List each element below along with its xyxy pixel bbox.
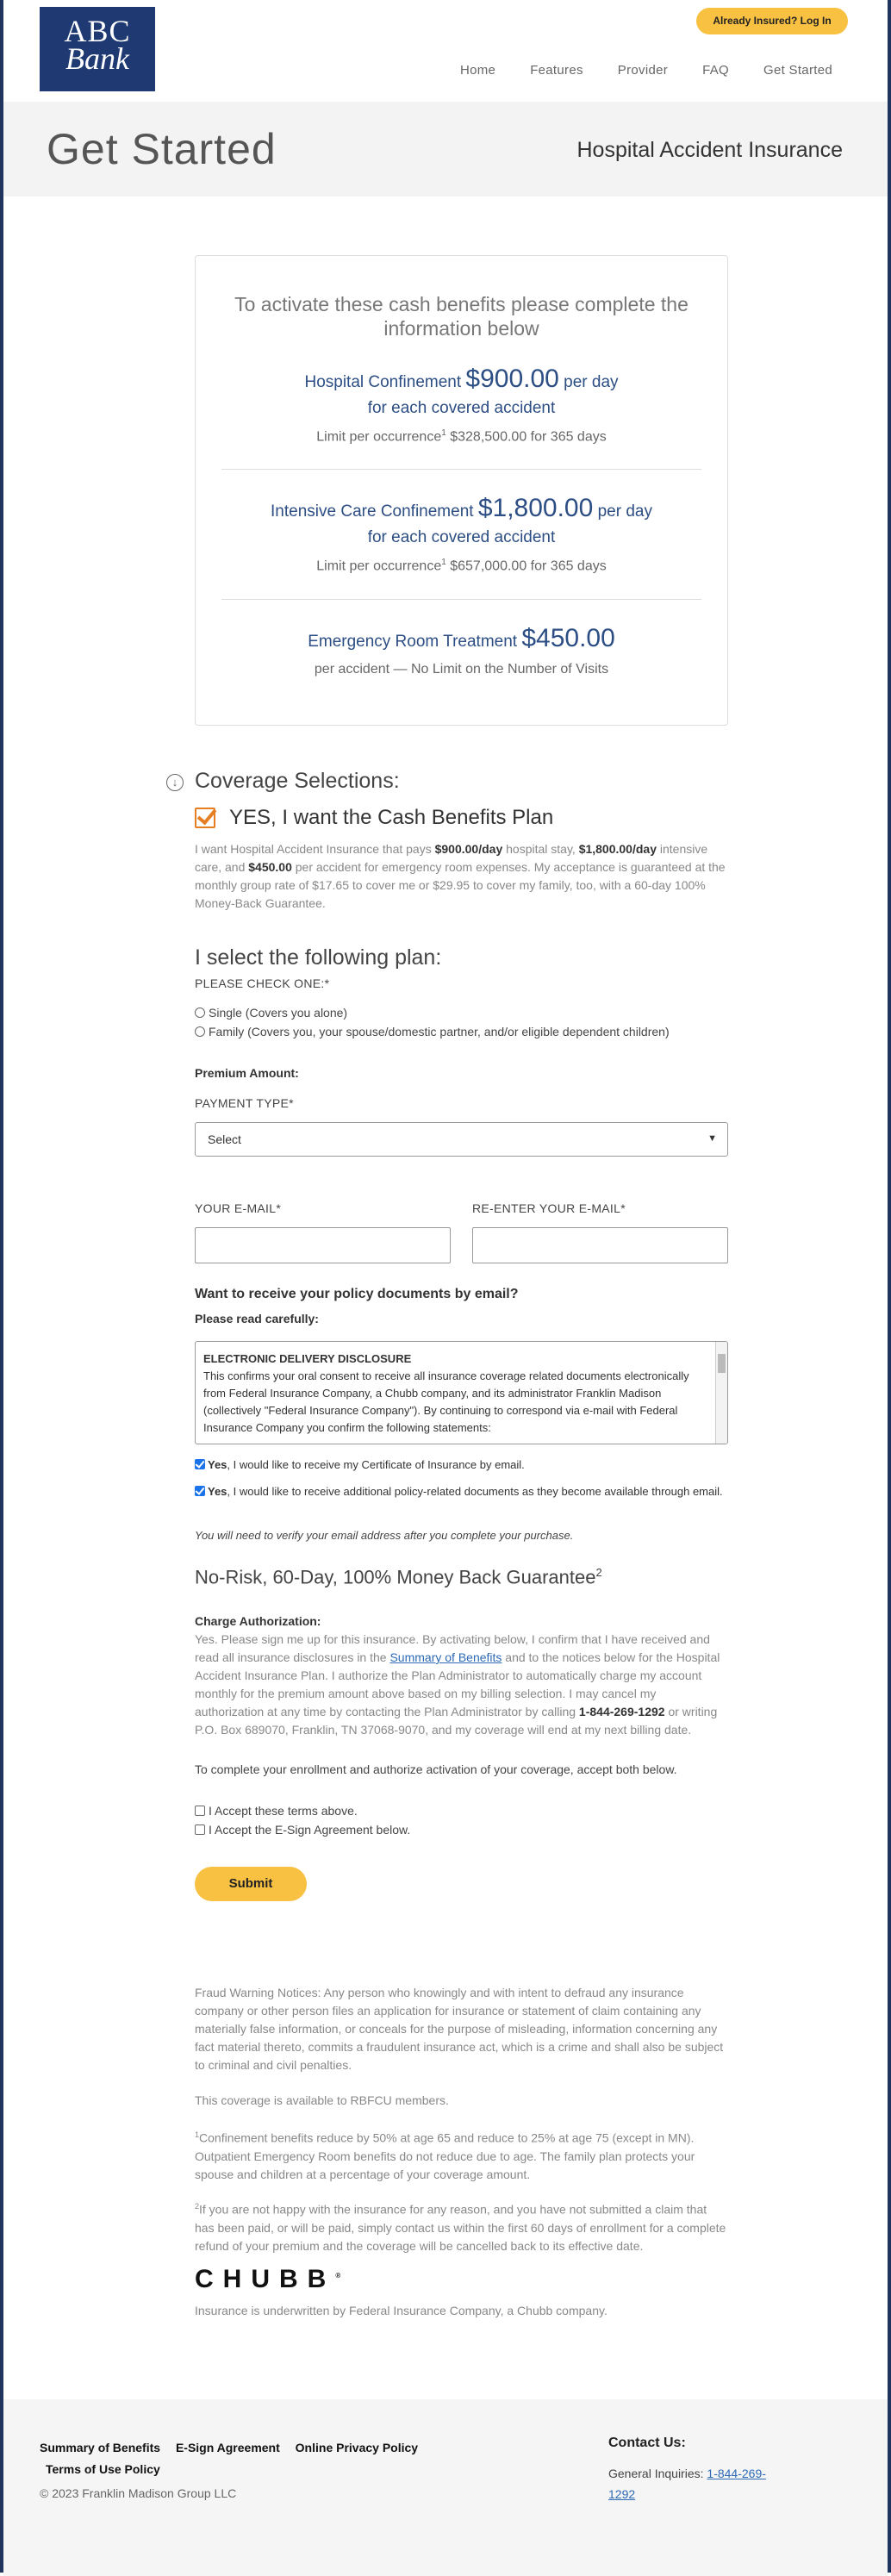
- plan-option-family[interactable]: [195, 1025, 728, 1039]
- page-title: Get Started: [47, 125, 277, 173]
- accept-esign-checkbox[interactable]: [195, 1823, 728, 1837]
- chevron-down-icon: ▼: [707, 1133, 717, 1144]
- coverage-description: [195, 840, 728, 913]
- email-docs-question: Want to receive your policy documents by email?: [195, 1287, 519, 1301]
- guarantee-footnote: 2: [595, 1566, 602, 1579]
- email-label: YOUR E-MAIL*: [195, 1201, 282, 1215]
- summary-of-benefits-link[interactable]: Summary of Benefits: [389, 1650, 502, 1664]
- checkbox-yes: Yes: [208, 1485, 227, 1498]
- contact-block: [608, 2436, 789, 2504]
- footnote-2: [195, 2198, 728, 2255]
- payment-type-value: Select: [208, 1132, 241, 1146]
- limit-label: Limit per occurrence: [316, 429, 442, 445]
- benefit-label: Emergency Room Treatment: [308, 632, 518, 651]
- limit-footnote: 1: [441, 428, 446, 438]
- benefit-intensive-care: [221, 469, 701, 598]
- policy-docs-email-checkbox[interactable]: [195, 1483, 728, 1500]
- already-insured-login-button[interactable]: Already Insured? Log In: [696, 8, 848, 34]
- limit-tail: for 365 days: [530, 429, 607, 445]
- cash-benefits-opt-in[interactable]: [195, 806, 728, 830]
- disclosure-title: ELECTRONIC DELIVERY DISCLOSURE: [203, 1352, 412, 1365]
- checkbox-icon[interactable]: [195, 1824, 205, 1835]
- verify-email-note: You will need to verify your email address after you complete your purchase.: [195, 1529, 574, 1542]
- limit-tail: for 365 days: [530, 558, 607, 574]
- benefit-unit: per day: [597, 502, 652, 521]
- charge-authorization-title: Charge Authorization:: [195, 1614, 321, 1628]
- benefit-hospital-confinement: [221, 340, 701, 469]
- certificate-email-checkbox[interactable]: [195, 1456, 728, 1474]
- checkmark-checkbox-icon[interactable]: [195, 808, 215, 828]
- check-one-label: PLEASE CHECK ONE:*: [195, 976, 330, 990]
- footer-link-privacy-policy[interactable]: Online Privacy Policy: [295, 2441, 419, 2454]
- coverage-amount: $450.00: [248, 860, 292, 874]
- payment-type-label: PAYMENT TYPE*: [195, 1096, 294, 1110]
- accept-terms-label: I Accept these terms above.: [209, 1804, 358, 1818]
- nav-home[interactable]: Home: [459, 63, 496, 78]
- checked-checkbox-icon[interactable]: [195, 1459, 205, 1469]
- cash-benefits-label: YES, I want the Cash Benefits Plan: [229, 806, 554, 829]
- scrollbar-thumb[interactable]: [718, 1354, 726, 1373]
- footer-link-terms-of-use[interactable]: Terms of Use Policy: [46, 2462, 160, 2476]
- coverage-text: hospital stay,: [502, 842, 579, 856]
- site-header: [3, 0, 888, 102]
- charge-phone: 1-844-269-1292: [578, 1705, 665, 1718]
- logo-line-2: Bank: [65, 41, 129, 76]
- footnote-marker: 2: [195, 2202, 200, 2211]
- coverage-text: intensive care, and: [195, 842, 708, 874]
- complete-enrollment-text: To complete your enrollment and authorize activation of your coverage, accept both below.: [195, 1762, 677, 1776]
- footer-links: [40, 2437, 470, 2480]
- benefit-amount: $1,800.00: [477, 494, 594, 523]
- checked-checkbox-icon[interactable]: [195, 1486, 205, 1496]
- accept-esign-label: I Accept the E-Sign Agreement below.: [209, 1823, 411, 1837]
- charge-authorization-text: [195, 1631, 728, 1739]
- availability-note: This coverage is available to RBFCU members.: [195, 2093, 449, 2107]
- checkbox-label: , I would like to receive my Certificate of Insurance by email.: [227, 1458, 525, 1471]
- general-inquiries-label: General Inquiries:: [608, 2467, 707, 2480]
- guarantee-text: No-Risk, 60-Day, 100% Money Back Guarantee: [195, 1566, 596, 1588]
- benefits-card: [195, 255, 728, 726]
- copyright: © 2023 Franklin Madison Group LLC: [40, 2486, 237, 2500]
- footnote-text: Confinement benefits reduce by 50% at age 65 and reduce to 25% at age 75 (except in MN). Outpatient Emergency Room benefits do not reduce due to age. The family plan protects your spouse and children at a percentage of your coverage amount.: [195, 2130, 695, 2181]
- benefit-tail: per accident — No Limit on the Number of Visits: [314, 661, 609, 677]
- plan-option-label: Family (Covers you, your spouse/domestic partner, and/or eligible dependent children): [209, 1025, 670, 1039]
- plan-option-label: Single (Covers you alone): [209, 1006, 348, 1020]
- coverage-text: per accident for emergency room expenses. My acceptance is guaranteed at the monthly group rate of $17.65 to cover me or $29.95 to cover my family, too, with a 60-day 100% Money-Back Guarantee.: [195, 860, 726, 910]
- benefit-amount: $450.00: [521, 623, 615, 652]
- chubb-logo: [195, 2265, 728, 2294]
- footnote-marker: 1: [195, 2130, 200, 2139]
- registered-mark: ®: [335, 2272, 341, 2280]
- product-name: Hospital Accident Insurance: [576, 138, 843, 162]
- plan-option-single[interactable]: [195, 1006, 728, 1020]
- money-back-guarantee: [195, 1566, 728, 1588]
- disclosure-scrollbar[interactable]: [715, 1342, 727, 1444]
- logo-line-1: ABC: [64, 14, 131, 48]
- charge-text: or writing P.O. Box 689070, Franklin, TN 37068-9070, and my coverage will end at my next billing date.: [195, 1705, 718, 1737]
- benefit-line2: for each covered accident: [367, 399, 556, 417]
- charge-text: Yes. Please sign me up for this insurance. By activating below, I confirm that I have received and read all insurance disclosures in the: [195, 1632, 710, 1664]
- benefit-limit: [221, 428, 701, 445]
- benefit-emergency-room: [221, 599, 701, 702]
- payment-type-select[interactable]: [195, 1122, 728, 1157]
- radio-icon[interactable]: [195, 1026, 205, 1037]
- fraud-warning-notice: Fraud Warning Notices: Any person who knowingly and with intent to defraud any insurance company or other person files an application for insurance or statement of claim containing any materially false information, or conceals for the purpose of misleading, information concerning any fact material thereto, commits a fraudulent insurance act, which is a crime and shall also be subject to criminal and civil penalties.: [195, 1986, 724, 2072]
- coverage-text: I want Hospital Accident Insurance that pays: [195, 842, 435, 856]
- main-nav: [426, 63, 832, 78]
- limit-footnote: 1: [441, 558, 446, 568]
- limit-value: $657,000.00: [450, 558, 527, 574]
- disclosure-text: This confirms your oral consent to receive all insurance coverage related documents electronically from Federal Insurance Company, a Chubb company, and its administrator Franklin Madison (collectively "Federal Insurance Company"). By continuing to correspond via e-mail with Federal Insurance Company you confirm the following statements:: [203, 1369, 689, 1434]
- nav-provider[interactable]: Provider: [617, 63, 669, 78]
- footnote-1: [195, 2126, 728, 2184]
- contact-title: Contact Us:: [608, 2436, 686, 2450]
- nav-get-started[interactable]: Get Started: [763, 63, 832, 78]
- reenter-email-label: RE-ENTER YOUR E-MAIL*: [472, 1201, 626, 1215]
- coverage-amount: $900.00/day: [434, 842, 503, 856]
- contact-phone-link[interactable]: 1-844-269-1292: [608, 2467, 766, 2501]
- plan-heading: I select the following plan:: [195, 945, 442, 970]
- electronic-delivery-disclosure-box[interactable]: [195, 1341, 728, 1444]
- read-carefully-label: Please read carefully:: [195, 1312, 319, 1325]
- accept-terms-checkbox[interactable]: [195, 1804, 728, 1818]
- benefit-line2: for each covered accident: [367, 528, 556, 547]
- coverage-heading: [171, 769, 728, 794]
- submit-button[interactable]: Submit: [195, 1867, 307, 1901]
- checkbox-label: , I would like to receive additional policy-related documents as they become available through email.: [227, 1485, 723, 1498]
- footer-link-esign-agreement[interactable]: E-Sign Agreement: [175, 2441, 280, 2454]
- benefit-label: Intensive Care Confinement: [271, 502, 474, 521]
- premium-amount-label: Premium Amount:: [195, 1066, 299, 1080]
- limit-label: Limit per occurrence: [316, 558, 442, 574]
- checkbox-icon[interactable]: [195, 1806, 205, 1816]
- coverage-amount: $1,800.00/day: [578, 842, 657, 856]
- nav-faq[interactable]: FAQ: [702, 63, 729, 78]
- checkbox-yes: Yes: [208, 1458, 227, 1471]
- chubb-wordmark: CHUBB: [195, 2265, 336, 2293]
- abc-bank-logo[interactable]: [40, 7, 155, 91]
- benefit-limit: [221, 558, 701, 574]
- general-inquiries: [608, 2463, 789, 2504]
- footer-link-summary-of-benefits[interactable]: Summary of Benefits: [40, 2441, 161, 2454]
- nav-features[interactable]: Features: [530, 63, 583, 78]
- footnote-text: If you are not happy with the insurance for any reason, and you have not submitted a claim that has been paid, or will be paid, simply contact us within the first 60 days of enrollment for a complete refund of your premium and the coverage will be cancelled back to its effective date.: [195, 2202, 726, 2253]
- arrow-down-circle-icon[interactable]: ↓: [166, 774, 184, 791]
- radio-icon[interactable]: [195, 1007, 205, 1018]
- benefits-intro: To activate these cash benefits please complete the information below: [234, 293, 688, 340]
- benefit-amount: $900.00: [465, 365, 559, 393]
- reenter-email-input[interactable]: [472, 1227, 728, 1263]
- underwriter-note: Insurance is underwritten by Federal Insurance Company, a Chubb company.: [195, 2304, 608, 2317]
- page-banner: [3, 102, 888, 196]
- limit-value: $328,500.00: [450, 429, 527, 445]
- site-footer: [3, 2399, 888, 2576]
- benefit-label: Hospital Confinement: [304, 373, 462, 391]
- coverage-title: Coverage Selections:: [195, 769, 400, 793]
- email-input[interactable]: [195, 1227, 451, 1263]
- charge-text: and to the notices below for the Hospital Accident Insurance Plan. I authorize the Plan Administrator to automatically charge my account monthly for the premium amount above based on my billing selection. I may cancel my authorization at any time by contacting the Plan Administrator by calling: [195, 1650, 720, 1718]
- benefit-unit: per day: [564, 373, 619, 391]
